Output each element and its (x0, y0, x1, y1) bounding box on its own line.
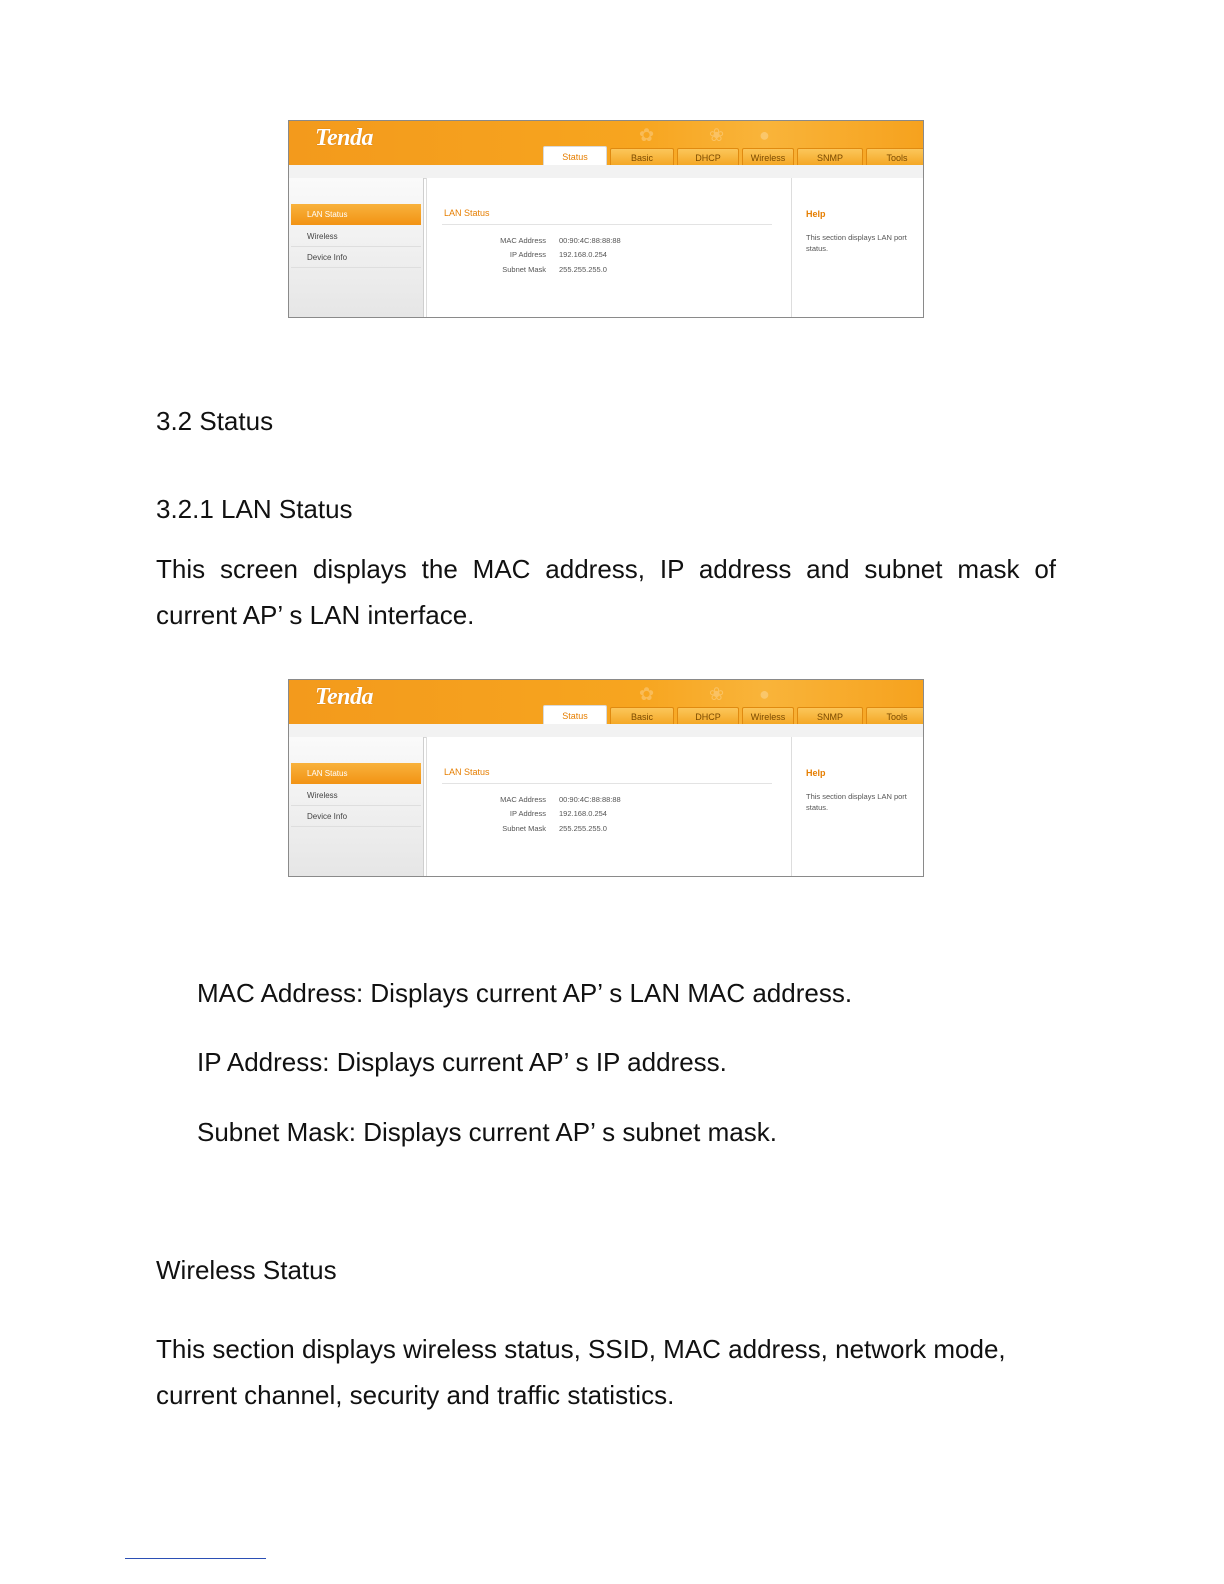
definition-subnet-mask (197, 1117, 777, 1148)
row-label: IP Address (509, 250, 546, 259)
row-value: 192.168.0.254 (559, 809, 607, 818)
router-sidebar (289, 737, 424, 876)
router-content (426, 178, 792, 317)
tab-tools[interactable]: Tools (866, 148, 924, 166)
status-row (427, 265, 791, 277)
tab-status[interactable]: Status (543, 146, 607, 166)
definition-term: MAC Address (197, 978, 356, 1008)
sidebar-item-wireless[interactable]: Wireless (291, 785, 421, 806)
tenda-logo: Tenda (315, 125, 373, 151)
definition-text: : Displays current AP’ s IP address. (322, 1047, 727, 1077)
subbar (289, 165, 923, 179)
status-row (427, 236, 791, 248)
row-value: 00:90:4C:88:88:88 (559, 795, 621, 804)
row-label: IP Address (509, 809, 546, 818)
subbar (289, 724, 923, 738)
wireless-status-title: Wireless Status (156, 1255, 337, 1285)
row-value: 255.255.255.0 (559, 265, 607, 274)
definition-text: : Displays current AP’ s LAN MAC address. (355, 978, 853, 1008)
tab-wireless[interactable]: Wireless (742, 148, 794, 166)
sidebar-item-device-info[interactable]: Device Info (291, 247, 421, 268)
content-title: LAN Status (444, 767, 490, 777)
status-row (427, 809, 791, 821)
divider (442, 783, 772, 784)
content-title: LAN Status (444, 208, 490, 218)
tab-tools[interactable]: Tools (866, 707, 924, 725)
tab-dhcp[interactable]: DHCP (677, 707, 739, 725)
section-title: 3.2 Status (156, 406, 274, 436)
router-content (426, 737, 792, 876)
subsection-title: 3.2.1 LAN Status (156, 494, 353, 524)
row-value: 192.168.0.254 (559, 250, 607, 259)
status-row (427, 795, 791, 807)
tab-snmp[interactable]: SNMP (797, 148, 863, 166)
help-panel (792, 178, 923, 317)
sidebar-item-wireless[interactable]: Wireless (291, 226, 421, 247)
router-screenshot-top (288, 120, 924, 318)
status-row (427, 824, 791, 836)
help-text: This section displays LAN port status. (806, 792, 907, 812)
help-panel (792, 737, 923, 876)
footer-rule (125, 1558, 266, 1559)
sidebar-item-lan-status[interactable]: LAN Status (291, 204, 421, 225)
header-decoration-icon: ❀ (709, 684, 725, 704)
intro-paragraph: This screen displays the MAC address, IP address and subnet mask of current AP’ s LAN interface. (156, 554, 1056, 630)
definition-term: Subnet Mask (197, 1117, 349, 1147)
header-decoration-icon: ✿ (639, 125, 655, 145)
tab-basic[interactable]: Basic (610, 148, 674, 166)
sidebar-item-lan-status[interactable]: LAN Status (291, 763, 421, 784)
header-decoration-icon: ✿ (639, 684, 655, 704)
definition-mac-address (197, 978, 852, 1009)
tab-dhcp[interactable]: DHCP (677, 148, 739, 166)
help-title: Help (806, 768, 826, 778)
tab-basic[interactable]: Basic (610, 707, 674, 725)
tab-snmp[interactable]: SNMP (797, 707, 863, 725)
definition-text: : Displays current AP’ s subnet mask. (348, 1117, 777, 1147)
status-row (427, 250, 791, 262)
router-sidebar (289, 178, 424, 317)
sidebar-item-device-info[interactable]: Device Info (291, 806, 421, 827)
router-tabs (543, 146, 924, 165)
help-title: Help (806, 209, 826, 219)
header-decoration-icon: ● (759, 125, 770, 145)
router-header (289, 121, 923, 165)
tab-status[interactable]: Status (543, 705, 607, 725)
definition-ip-address (197, 1047, 727, 1078)
row-value: 00:90:4C:88:88:88 (559, 236, 621, 245)
wireless-paragraph: This section displays wireless status, SSID, MAC address, network mode, current channel, security and traffic statistics. (156, 1334, 1006, 1410)
header-decoration-icon: ● (759, 684, 770, 704)
help-text: This section displays LAN port status. (806, 233, 907, 253)
router-tabs (543, 705, 924, 724)
row-label: MAC Address (500, 236, 546, 245)
divider (442, 224, 772, 225)
row-value: 255.255.255.0 (559, 824, 607, 833)
row-label: Subnet Mask (502, 265, 546, 274)
header-decoration-icon: ❀ (709, 125, 725, 145)
router-header (289, 680, 923, 724)
tab-wireless[interactable]: Wireless (742, 707, 794, 725)
row-label: MAC Address (500, 795, 546, 804)
definition-term: IP Address (197, 1047, 323, 1077)
row-label: Subnet Mask (502, 824, 546, 833)
router-screenshot-bottom (288, 679, 924, 877)
tenda-logo: Tenda (315, 684, 373, 710)
